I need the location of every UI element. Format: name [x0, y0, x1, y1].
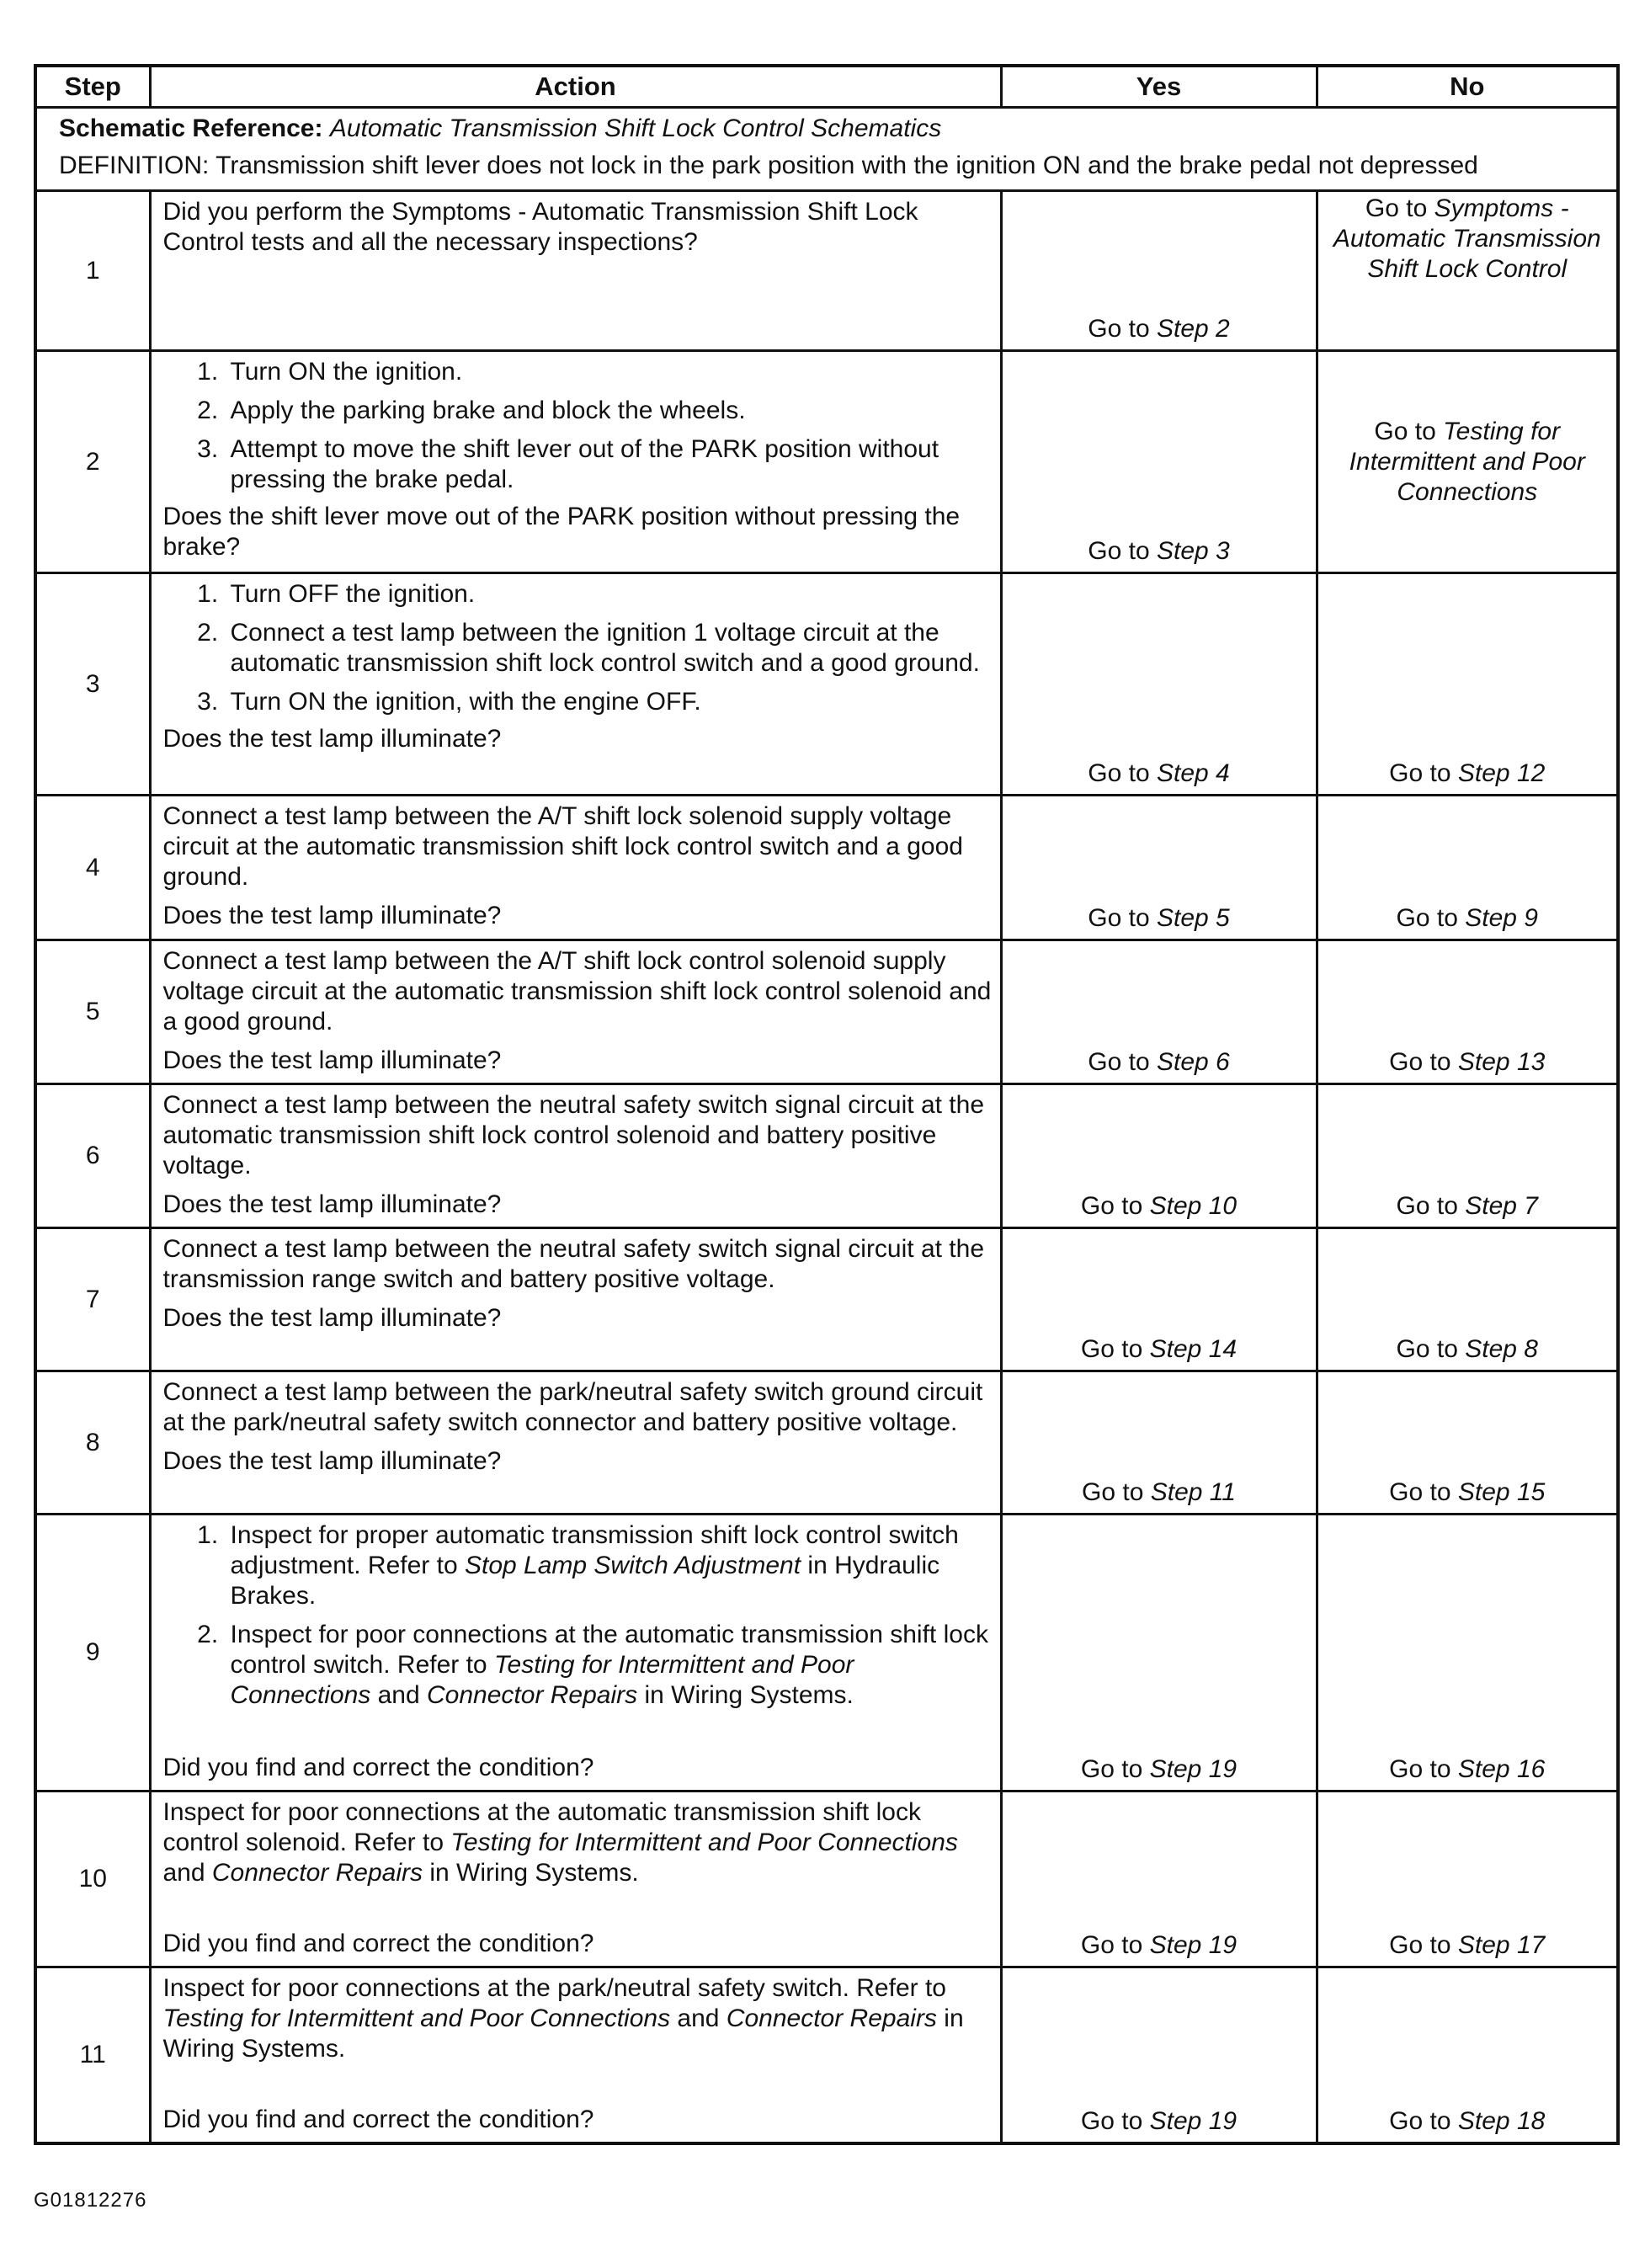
step-number: 3: [35, 573, 150, 796]
table-row: [35, 573, 1618, 796]
step-number: 2: [35, 351, 150, 573]
no-prefix: Go to: [1389, 1931, 1458, 1959]
yes-step-link[interactable]: Step 19: [1149, 2107, 1238, 2135]
action-cell: [150, 1515, 1001, 1792]
action-cell: [150, 940, 1001, 1084]
yes-cell: [1001, 940, 1317, 1084]
list-item: 2. Apply the parking brake and block the wheels.: [226, 396, 992, 426]
table-row: [35, 191, 1618, 351]
diagnostic-table: [34, 64, 1620, 2145]
action-question: Does the test lamp illuminate?: [162, 1304, 502, 1332]
item-text: Inspect for poor connections at the park/neutral safety switch. Refer to: [162, 1974, 946, 2002]
action-cell: [150, 1792, 1001, 1967]
item-text: in Hydraulic Brakes.: [230, 1552, 940, 1610]
yes-step-link[interactable]: Step 2: [1156, 315, 1230, 343]
item-text: in Wiring Systems.: [162, 2004, 964, 2063]
action-text: [163, 1797, 992, 1888]
yes-cell: [1001, 1228, 1317, 1371]
no-cell: [1317, 351, 1618, 573]
yes-step-link[interactable]: Step 3: [1156, 537, 1230, 565]
table-row: [35, 1371, 1618, 1515]
no-step-link[interactable]: Step 13: [1457, 1048, 1546, 1076]
yes-cell: [1001, 1792, 1317, 1967]
no-step-link[interactable]: Step 7: [1465, 1192, 1538, 1220]
no-cell: [1317, 1371, 1618, 1515]
item-text: and: [670, 2004, 727, 2032]
reference-link[interactable]: Connector Repairs: [211, 1859, 423, 1887]
table-row: [35, 1084, 1618, 1228]
no-prefix: Go to: [1389, 1478, 1458, 1506]
action-question: Does the test lamp illuminate?: [162, 1190, 502, 1218]
reference-link[interactable]: Connector Repairs: [726, 2004, 937, 2032]
no-cell: [1317, 796, 1618, 940]
action-cell: [150, 1371, 1001, 1515]
schematic-reference-label: Schematic Reference:: [59, 114, 323, 142]
action-cell: [150, 573, 1001, 796]
action-text: Connect a test lamp between the neutral safety switch signal circuit at the automatic transmission shift lock control solenoid and battery positive voltage.: [162, 1091, 985, 1179]
yes-prefix: Go to: [1082, 1478, 1151, 1506]
table-row: [35, 351, 1618, 573]
action-steps-list: [163, 579, 992, 717]
yes-prefix: Go to: [1080, 1755, 1150, 1783]
no-cell: [1317, 191, 1618, 351]
action-text: Did you perform the Symptoms - Automatic Transmission Shift Lock Control tests and all the necessary inspections?: [162, 198, 918, 256]
no-prefix: Go to: [1374, 417, 1444, 445]
table-row: [35, 1967, 1618, 2144]
action-cell: [150, 351, 1001, 573]
item-text: and: [162, 1859, 212, 1887]
no-step-link[interactable]: Step 18: [1457, 2107, 1546, 2135]
header-row: [35, 66, 1618, 108]
list-item: 3. Attempt to move the shift lever out of the PARK position without pressing the brake pedal.: [226, 434, 992, 495]
header-yes: Yes: [1001, 66, 1317, 108]
action-cell: [150, 191, 1001, 351]
action-question: Did you find and correct the condition?: [162, 1754, 594, 1781]
item-text: Inspect for proper automatic transmission shift lock control switch adjustment. Refer to: [230, 1521, 959, 1579]
no-prefix: Go to: [1396, 1335, 1466, 1363]
action-cell: [150, 1967, 1001, 2144]
schematic-row: [35, 108, 1618, 191]
action-cell: [150, 796, 1001, 940]
action-question: Did you find and correct the condition?: [162, 2106, 594, 2133]
yes-prefix: Go to: [1088, 904, 1157, 932]
no-cell: [1317, 940, 1618, 1084]
step-number: 11: [35, 1967, 150, 2144]
yes-cell: [1001, 1084, 1317, 1228]
schematic-reference-link[interactable]: Automatic Transmission Shift Lock Control Schematics: [329, 114, 942, 142]
schematic-reference: [59, 114, 1594, 144]
list-item: 3. Turn ON the ignition, with the engine OFF.: [226, 687, 992, 717]
no-step-link[interactable]: Step 16: [1457, 1755, 1546, 1783]
yes-prefix: Go to: [1088, 315, 1157, 343]
yes-cell: [1001, 191, 1317, 351]
action-question: Does the shift lever move out of the PARK position without pressing the brake?: [162, 503, 961, 561]
no-cell: [1317, 1084, 1618, 1228]
no-step-link[interactable]: Step 12: [1457, 759, 1546, 787]
step-number: 9: [35, 1515, 150, 1792]
table-row: [35, 1792, 1618, 1967]
action-steps-list: [163, 1520, 992, 1711]
yes-cell: [1001, 1515, 1317, 1792]
no-link[interactable]: Symptoms - Automatic Transmission Shift Lock Control: [1333, 194, 1601, 283]
header-step: Step: [35, 66, 150, 108]
reference-link[interactable]: Connector Repairs: [427, 1681, 638, 1709]
header-no: No: [1317, 66, 1618, 108]
action-text: Connect a test lamp between the A/T shift lock control solenoid supply voltage circuit at the automatic transmission shift lock control solenoid and a good ground.: [162, 947, 992, 1036]
action-cell: [150, 1084, 1001, 1228]
no-step-link[interactable]: Step 15: [1457, 1478, 1546, 1506]
action-question: Does the test lamp illuminate?: [162, 1447, 502, 1475]
schematic-cell: [35, 108, 1618, 191]
item-text: and: [370, 1681, 428, 1709]
no-prefix: Go to: [1389, 2107, 1458, 2135]
no-prefix: Go to: [1396, 1192, 1466, 1220]
yes-prefix: Go to: [1088, 1048, 1157, 1076]
yes-cell: [1001, 1371, 1317, 1515]
table-row: [35, 940, 1618, 1084]
no-prefix: Go to: [1389, 1755, 1458, 1783]
diagnostic-table-sheet: [34, 64, 1616, 2145]
figure-id: G01812276: [34, 2189, 147, 2212]
step-number: 6: [35, 1084, 150, 1228]
yes-prefix: Go to: [1088, 537, 1157, 565]
definition-text: DEFINITION: Transmission shift lever does not lock in the park position with the ignition ON and the brake pedal not depressed: [59, 152, 1478, 179]
item-text: in Wiring Systems.: [423, 1859, 639, 1887]
yes-prefix: Go to: [1088, 759, 1157, 787]
no-cell: [1317, 1792, 1618, 1967]
header-action: Action: [150, 66, 1001, 108]
step-number: 10: [35, 1792, 150, 1967]
yes-prefix: Go to: [1080, 2107, 1150, 2135]
reference-link[interactable]: Testing for Intermittent and Poor Connections: [450, 1829, 958, 1856]
item-text: Inspect for poor connections at the automatic transmission shift lock control switch. Refer to: [230, 1621, 988, 1679]
no-prefix: Go to: [1365, 194, 1434, 222]
action-question: Does the test lamp illuminate?: [162, 1046, 502, 1074]
yes-cell: [1001, 351, 1317, 573]
list-item: 2. Connect a test lamp between the ignition 1 voltage circuit at the automatic transmission shift lock control switch and a good ground.: [226, 618, 992, 679]
yes-step-link[interactable]: Step 19: [1149, 1931, 1238, 1959]
action-text: [163, 1973, 992, 2064]
yes-step-link[interactable]: Step 4: [1156, 759, 1230, 787]
yes-prefix: Go to: [1080, 1335, 1150, 1363]
yes-cell: [1001, 796, 1317, 940]
no-cell: [1317, 573, 1618, 796]
action-text: Connect a test lamp between the neutral safety switch signal circuit at the transmission range switch and battery positive voltage.: [162, 1235, 985, 1293]
no-link[interactable]: Testing for Intermittent and Poor Connections: [1349, 417, 1585, 506]
yes-prefix: Go to: [1080, 1192, 1150, 1220]
step-number: 5: [35, 940, 150, 1084]
yes-step-link[interactable]: Step 11: [1150, 1478, 1236, 1506]
no-cell: [1317, 1967, 1618, 2144]
list-item: 1. Turn OFF the ignition.: [226, 579, 992, 610]
yes-step-link[interactable]: Step 10: [1149, 1192, 1238, 1220]
item-text: Inspect for poor connections at the automatic transmission shift lock control solenoid. Refer to: [162, 1798, 921, 1856]
yes-step-link[interactable]: Step 14: [1149, 1335, 1238, 1363]
list-item: 1. Turn ON the ignition.: [226, 357, 992, 387]
no-cell: [1317, 1228, 1618, 1371]
action-question: Does the test lamp illuminate?: [162, 902, 502, 929]
step-number: 4: [35, 796, 150, 940]
yes-step-link[interactable]: Step 6: [1156, 1048, 1230, 1076]
reference-link[interactable]: Testing for Intermittent and Poor Connections: [162, 2004, 671, 2032]
table-row: [35, 796, 1618, 940]
table-row: [35, 1515, 1618, 1792]
item-text: in Wiring Systems.: [637, 1681, 854, 1709]
no-step-link[interactable]: Step 9: [1465, 904, 1538, 932]
no-prefix: Go to: [1389, 1048, 1458, 1076]
no-prefix: Go to: [1389, 759, 1458, 787]
yes-cell: [1001, 1967, 1317, 2144]
table-row: [35, 1228, 1618, 1371]
yes-step-link[interactable]: Step 19: [1149, 1755, 1238, 1783]
no-step-link[interactable]: Step 17: [1457, 1931, 1546, 1959]
step-number: 1: [35, 191, 150, 351]
action-text: Connect a test lamp between the A/T shift lock solenoid supply voltage circuit at the automatic transmission shift lock control switch and a good ground.: [162, 802, 963, 891]
list-item: [226, 1520, 992, 1611]
action-question: Does the test lamp illuminate?: [162, 725, 502, 753]
action-question: Did you find and correct the condition?: [162, 1930, 594, 1957]
action-steps-list: [163, 357, 992, 495]
action-text: Connect a test lamp between the park/neutral safety switch ground circuit at the park/neutral safety switch connector and battery positive voltage.: [162, 1378, 983, 1436]
step-number: 8: [35, 1371, 150, 1515]
no-step-link[interactable]: Step 8: [1465, 1335, 1538, 1363]
action-cell: [150, 1228, 1001, 1371]
reference-link[interactable]: Testing for Intermittent and Poor Connections: [230, 1651, 854, 1709]
no-prefix: Go to: [1396, 904, 1466, 932]
step-number: 7: [35, 1228, 150, 1371]
yes-step-link[interactable]: Step 5: [1156, 904, 1230, 932]
yes-prefix: Go to: [1080, 1931, 1150, 1959]
yes-cell: [1001, 573, 1317, 796]
list-item: [226, 1620, 992, 1711]
reference-link[interactable]: Stop Lamp Switch Adjustment: [464, 1552, 801, 1579]
no-cell: [1317, 1515, 1618, 1792]
